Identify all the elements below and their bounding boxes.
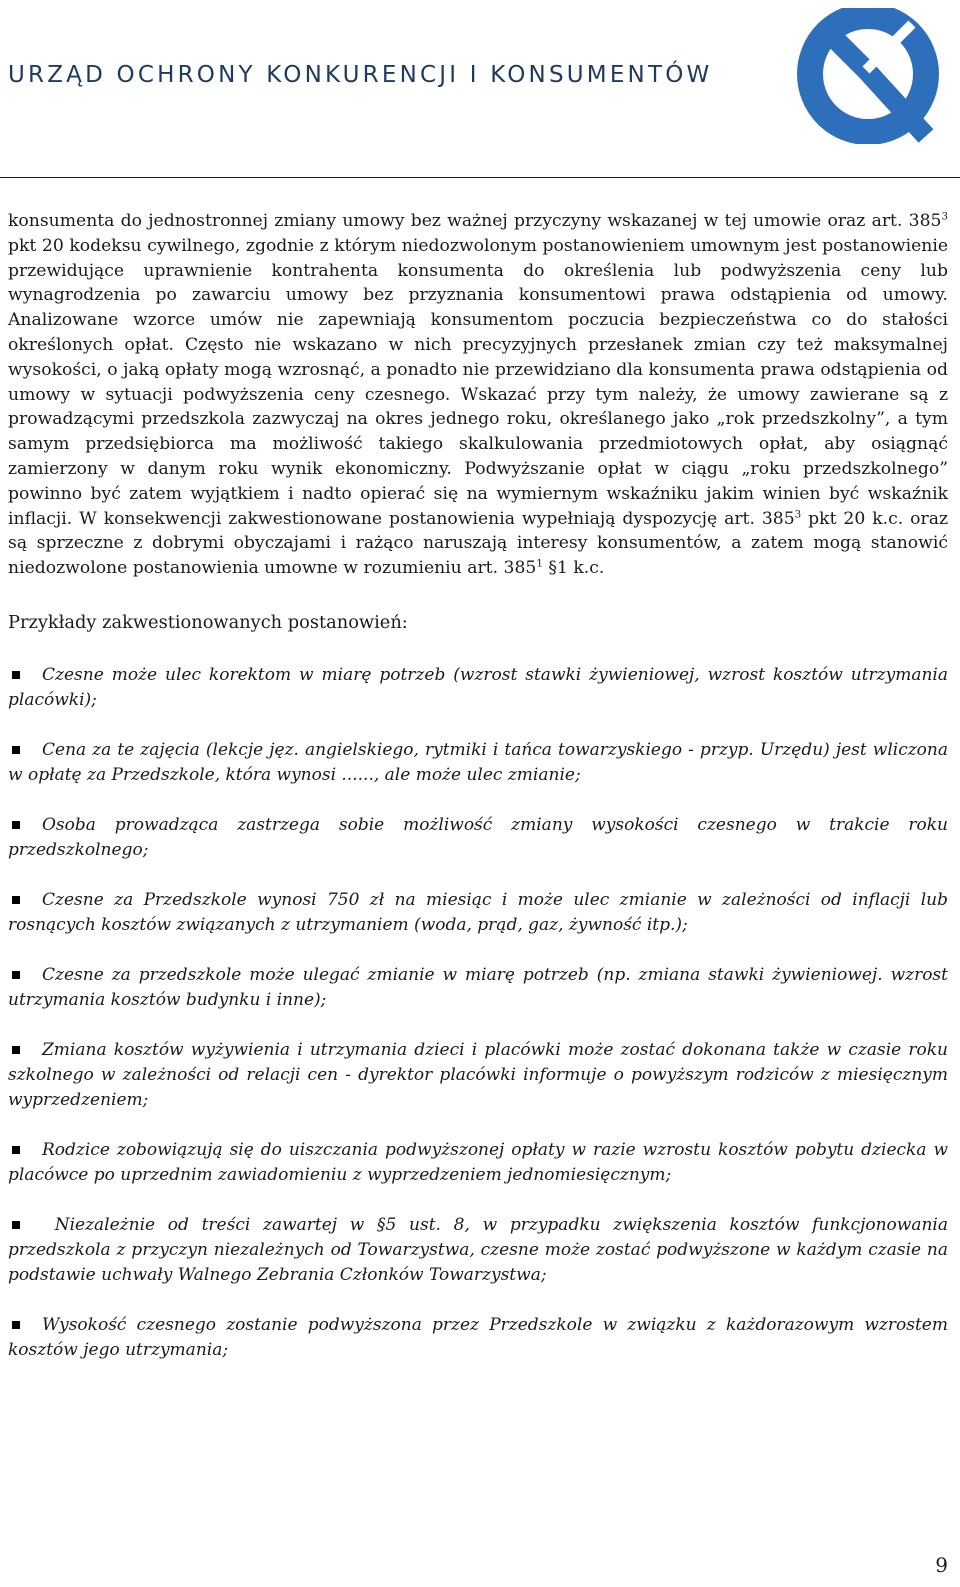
examples-heading: Przykłady zakwestionowanych postanowień: — [8, 611, 408, 633]
list-item — [8, 1038, 948, 1113]
square-bullet-icon — [12, 896, 20, 904]
list-item-text: Zmiana kosztów wyżywienia i utrzymania dzieci i placówki może zostać dokonana także w czasie roku szkolnego w zależności od relacji cen - dyrektor placówki informuje o powyższym rodziców z miesięcznym wyprzedzeniem; — [8, 1039, 948, 1110]
header-divider — [0, 177, 960, 178]
list-item-text: Rodzice zobowiązują się do uiszczania podwyższonej opłaty w razie wzrostu kosztów pobytu dziecka w placówce po uprzednim zawiadomieniu z wyprzedzeniem jednomiesięcznym; — [8, 1139, 948, 1185]
header-title: URZĄD OCHRONY KONKURENCJI I KONSUMENTÓW — [8, 62, 713, 88]
square-bullet-icon — [12, 1046, 20, 1054]
list-item — [8, 1138, 948, 1188]
square-bullet-icon — [12, 821, 20, 829]
list-item-text: Niezależnie od treści zawartej w §5 ust. 8, w przypadku zwiększenia kosztów funkcjonowania przedszkola z przyczyn niezależnych od Towarzystwa, czesne może zostać podwyższone w każdym czasie na podstawie uchwały Walnego Zebrania Członków Towarzystwa; — [8, 1214, 948, 1285]
body-text-2: pkt 20 kodeksu cywilnego, zgodnie z którym niedozwolonym postanowieniem umownym jest postanowienie przewidujące uprawnienie kontrahenta konsumenta do określenia lub podwyższenia ceny lub wynagrodzenia po zawarciu umowy bez przyznania konsumentowi prawa odstąpienia od umowy. Analizowane wzorce umów nie zapewniają konsumentom poczucia bezpieczeństwa co do stałości określonych opłat. Często nie wskazano w nich precyzyjnych przesłanek zmian czy też maksymalnej wysokości, o jaką opłaty mogą wzrosnąć, a ponadto nie przewidziano dla konsumenta prawa odstąpienia od umowy w sytuacji podwyższenia ceny czesnego. Wskazać przy tym należy, że umowy zawierane są z prowadzącymi przedszkola zazwyczaj na okres jednego roku, określanego jako „rok przedszkolny”, a tym samym przedsiębiorca ma możliwość takiego skalkulowania przedmiotowych opłat, aby osiągnąć zamierzony w danym roku wynik ekonomiczny. Podwyższanie opłat w ciągu „roku przedszkolnego” powinno być zatem wyjątkiem i nadto opierać się na wymiernym wskaźniku jakim winien być wskaźnik inflacji. W konsekwencji zakwestionowane postanowienia wypełniają dyspozycję art. 385 — [8, 235, 948, 529]
superscript: 3 — [794, 507, 802, 520]
examples-list — [8, 663, 948, 1363]
body-text-1: konsumenta do jednostronnej zmiany umowy bez ważnej przyczyny wskazanej w tej umowie oraz art. 385 — [8, 211, 942, 231]
square-bullet-icon — [12, 1146, 20, 1154]
uokik-logo-icon — [792, 8, 952, 144]
list-item — [8, 1213, 948, 1288]
list-item — [8, 888, 948, 938]
list-item-text: Czesne może ulec korektom w miarę potrzeb (wzrost stawki żywieniowej, wzrost kosztów utrzymania placówki); — [8, 664, 948, 710]
list-item-text: Osoba prowadząca zastrzega sobie możliwość zmiany wysokości czesnego w trakcie roku przedszkolnego; — [8, 814, 948, 860]
square-bullet-icon — [12, 671, 20, 679]
body-text-3: pkt 20 k.c. oraz są sprzeczne z dobrymi obyczajami i rażąco naruszają interesy konsumentów, a zatem mogą stanowić niedozwolone postanowienia umowne w rozumieniu art. 385 — [8, 508, 948, 579]
list-item-text: Wysokość czesnego zostanie podwyższona przez Przedszkole w związku z każdorazowym wzrostem kosztów jego utrzymania; — [8, 1314, 948, 1360]
list-item-text: Czesne za Przedszkole wynosi 750 zł na miesiąc i może ulec zmianie w zależności od inflacji lub rosnących kosztów związanych z utrzymaniem (woda, prąd, gaz, żywność itp.); — [8, 889, 948, 935]
list-item — [8, 663, 948, 713]
list-item — [8, 1313, 948, 1363]
square-bullet-icon — [12, 971, 20, 979]
page-number: 9 — [935, 1553, 948, 1577]
document-body — [8, 209, 948, 1388]
superscript: 1 — [536, 557, 543, 570]
square-bullet-icon — [12, 1321, 20, 1329]
body-paragraph — [8, 209, 948, 581]
list-item-text: Cena za te zajęcia (lekcje jęz. angielskiego, rytmiki i tańca towarzyskiego - przyp. Urzędu) jest wliczona w opłatę za Przedszkole, która wynosi ......, ale może ulec zmianie; — [8, 739, 948, 785]
body-text-4: §1 k.c. — [542, 558, 605, 579]
list-item — [8, 963, 948, 1013]
list-item — [8, 738, 948, 788]
square-bullet-icon — [12, 1221, 20, 1229]
list-item-text: Czesne za przedszkole może ulegać zmianie w miarę potrzeb (np. zmiana stawki żywieniowej. wzrost utrzymania kosztów budynku i inne); — [8, 964, 948, 1010]
list-item — [8, 813, 948, 863]
square-bullet-icon — [12, 746, 20, 754]
superscript: 3 — [941, 210, 948, 223]
